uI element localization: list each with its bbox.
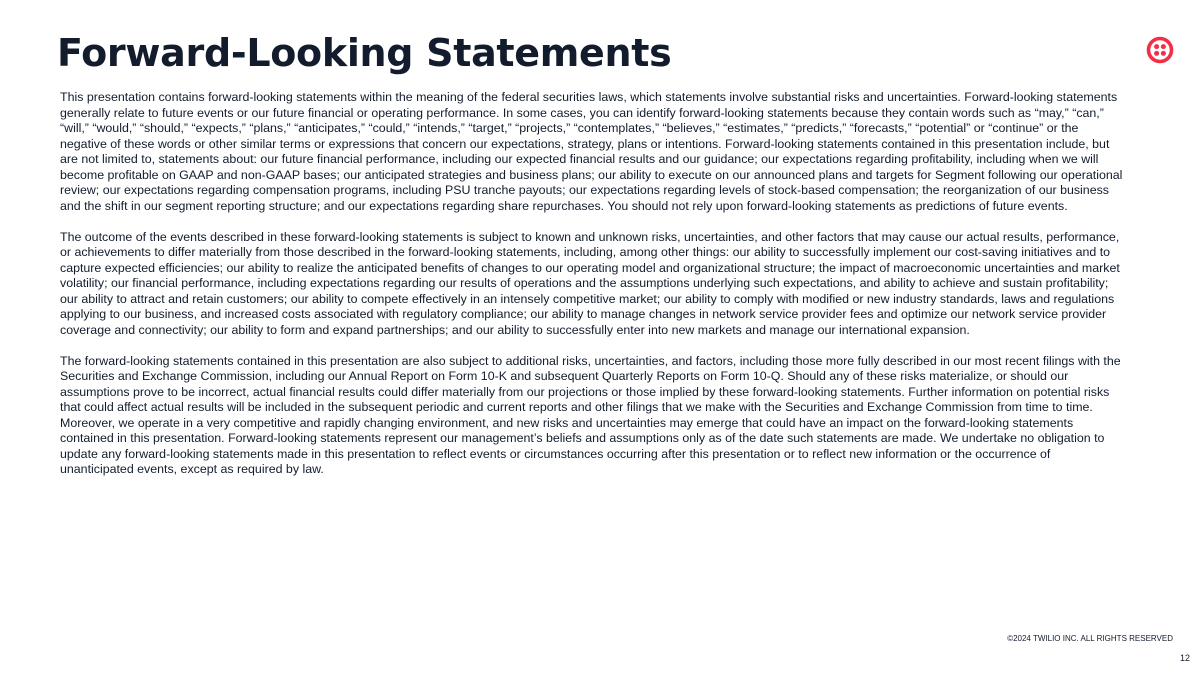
body-text — [60, 90, 1124, 493]
logo-dot-bottom-right — [1161, 51, 1166, 56]
page-number: 12 — [1179, 653, 1190, 663]
logo-ring — [1149, 39, 1172, 62]
paragraph-sec-filings: The forward-looking statements contained in this presentation are also subject to additional risks, uncertainties, and factors, including those more fully described in our most recent filings with the Securities and Exchange Commission, including our Annual Report on Form 10-K and subsequent Quarterly Reports on Form 10-Q. Should any of these risks materialize, or should our assumptions prove to be incorrect, actual financial results could differ materially from our projections or those implied by these forward-looking statements. Further information on potential risks that could affect actual results will be included in the subsequent periodic and current reports and other filings that we make with the Securities and Exchange Commission from time to time. Moreover, we operate in a very competitive and rapidly changing environment, and new risks and uncertainties may emerge that could have an impact on the forward-looking statements contained in this presentation. Forward-looking statements represent our management’s beliefs and assumptions only as of the date such statements are made. We undertake no obligation to update any forward-looking statements made in this presentation to reflect events or circumstances occurring after this presentation or to reflect new information or the occurrence of unanticipated events, except as required by law. — [60, 353, 1121, 476]
logo-dot-top-right — [1161, 44, 1166, 49]
twilio-logo-icon — [1146, 36, 1174, 64]
page-title: Forward-Looking Statements — [57, 31, 672, 75]
paragraph-risk-factors: The outcome of the events described in these forward-looking statements is subject to known and unknown risks, uncertainties, and other factors that may cause our actual results, performance, or achievements to differ materially from those described in the forward-looking statements, including, among other things: our ability to successfully implement our cost-saving initiatives and to capture expected efficiencies; our ability to realize the anticipated benefits of changes to our operating model and organizational structure; the impact of macroeconomic uncertainties and market volatility; our financial performance, including expectations regarding our results of operations and the assumptions underlying such expectations, and ability to achieve and sustain profitability; our ability to attract and retain customers; our ability to compete effectively in an intensely competitive market; our ability to comply with modified or new industry standards, laws and regulations applying to our business, and increased costs associated with regulatory compliance; our ability to manage changes in network service provider fees and optimize our network service provider coverage and connectivity; our ability to form and expand partnerships; and our ability to successfully enter into new markets and manage our international expansion. — [60, 229, 1120, 337]
paragraph-forward-looking-intro: This presentation contains forward-looking statements within the meaning of the federal securities laws, which statements involve substantial risks and uncertainties. Forward-looking statements generally relate to future events or our future financial or operating performance. In some cases, you can identify forward-looking statements because they contain words such as “may,” “can,” “will,” “would,” “should,” “expects,” “plans,” “anticipates,” “could,” “intends,” “target,” “projects,” “contemplates,” “believes,” “estimates,” “predicts,” “forecasts,” “potential” or “continue” or the negative of these words or other similar terms or expressions that concern our expectations, strategy, plans or intentions. Forward-looking statements contained in this presentation include, but are not limited to, statements about: our future financial performance, including our expected financial results and our guidance; our expectations regarding profitability, including when we will become profitable on GAAP and non-GAAP bases; our anticipated strategies and business plans; our ability to execute on our announced plans and targets for Segment following our operational review; our expectations regarding compensation programs, including PSU tranche payouts; our expectations regarding levels of stock-based compensation; the reorganization of our business and the shift in our segment reporting structure; and our expectations regarding share repurchases. You should not rely upon forward-looking statements as predictions of future events. — [60, 90, 1123, 213]
logo-dot-bottom-left — [1154, 51, 1159, 56]
logo-dot-top-left — [1154, 44, 1159, 49]
copyright-notice: ©2024 TWILIO INC. ALL RIGHTS RESERVED — [1007, 634, 1173, 643]
